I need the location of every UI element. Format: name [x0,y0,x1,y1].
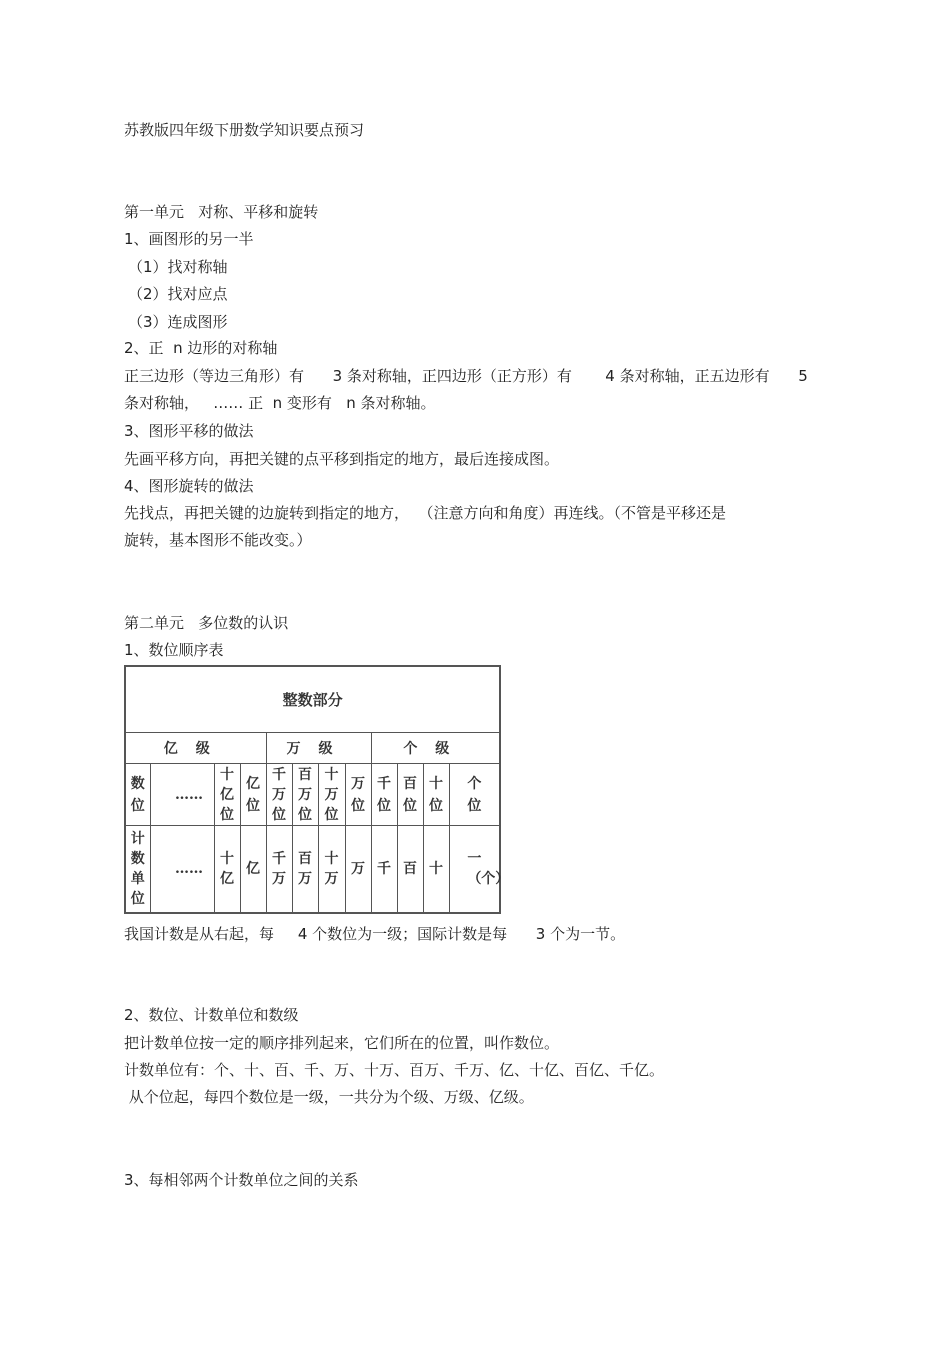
unit1-point2-text-a: 正三边形（等边三角形）有 3 条对称轴，正四边形（正方形）有 4 条对称轴，正五边形有 5 [124,367,808,385]
table-unit-cell: 百万 [292,825,318,913]
table-digit-cell: 个位 [449,764,500,826]
table-header-integer-part: 整数部分 [125,666,500,732]
unit1-heading: 第一单元 对称、平移和旋转 [124,203,319,221]
table-digit-cell: 十位 [423,764,449,826]
unit1-point4-text-b: 旋转，基本图形不能改变。） [124,531,312,549]
unit1-step2: （2）找对应点 [128,285,228,303]
unit1-point2-text-b: 条对称轴， …… 正 n 变形有 n 条对称轴。 [124,394,436,412]
table-digit-cell: 十亿位 [214,764,240,826]
table-unit-cell: 百 [397,825,423,913]
unit1-step3: （3）连成图形 [128,313,228,331]
table-unit-cell: 十亿 [214,825,240,913]
unit1-point1: 1、画图形的另一半 [124,230,254,248]
place-value-table [124,665,510,914]
table-row-label-digit: 数位 [125,764,150,826]
unit1-point3: 3、图形平移的做法 [124,422,254,440]
table-digit-cell: 万位 [345,764,371,826]
unit2-point2: 2、数位、计数单位和数级 [124,1006,299,1024]
table-group-ge: 个级 [371,732,500,763]
table-unit-cell: 亿 [240,825,266,913]
table-digit-cell: 百万位 [292,764,318,826]
unit2-point2-text-b: 计数单位有：个、十、百、千、万、十万、百万、千万、亿、十亿、百亿、千亿。 [124,1061,665,1079]
table-digit-cell: 亿位 [240,764,266,826]
table-unit-cell: 十万 [318,825,345,913]
table-unit-cell: 一（个） [449,825,500,913]
table-digit-cell: 千位 [371,764,397,826]
unit2-point2-text-a: 把计数单位按一定的顺序排列起来，它们所在的位置，叫作数位。 [124,1034,560,1052]
table-row-label-unit: 计数单位 [125,825,150,913]
unit2-point3: 3、每相邻两个计数单位之间的关系 [124,1171,359,1189]
unit2-point2-text-c: 从个位起，每四个数位是一级，一共分为个级、万级、亿级。 [124,1088,534,1106]
unit1-point3-text: 先画平移方向，再把关键的点平移到指定的地方，最后连接成图。 [124,450,560,468]
table-unit-cell: 千万 [266,825,292,913]
table-unit-cell: 十 [423,825,449,913]
unit2-point1-note: 我国计数是从右起，每 4 个数位为一级；国际计数是每 3 个为一节。 [124,925,626,943]
table-digit-cell: 千万位 [266,764,292,826]
unit1-point4: 4、图形旋转的做法 [124,477,254,495]
unit1-step1: （1）找对称轴 [128,258,228,276]
table-group-yi: 亿级 [125,732,266,763]
table-unit-cell: 万 [345,825,371,913]
table-unit-cell: 千 [371,825,397,913]
table-ellipsis: …… [150,764,214,826]
unit1-point2: 2、正 n 边形的对称轴 [124,339,278,357]
unit2-point1: 1、数位顺序表 [124,641,224,659]
page-title: 苏教版四年级下册数学知识要点预习 [124,121,365,139]
table-ellipsis: …… [150,825,214,913]
table-digit-cell: 十万位 [318,764,345,826]
table-group-wan: 万级 [266,732,371,763]
unit1-point4-text-a: 先找点，再把关键的边旋转到指定的地方， （注意方向和角度）再连线。（不管是平移还是 [124,504,727,522]
unit2-heading: 第二单元 多位数的认识 [124,614,289,632]
table-digit-cell: 百位 [397,764,423,826]
